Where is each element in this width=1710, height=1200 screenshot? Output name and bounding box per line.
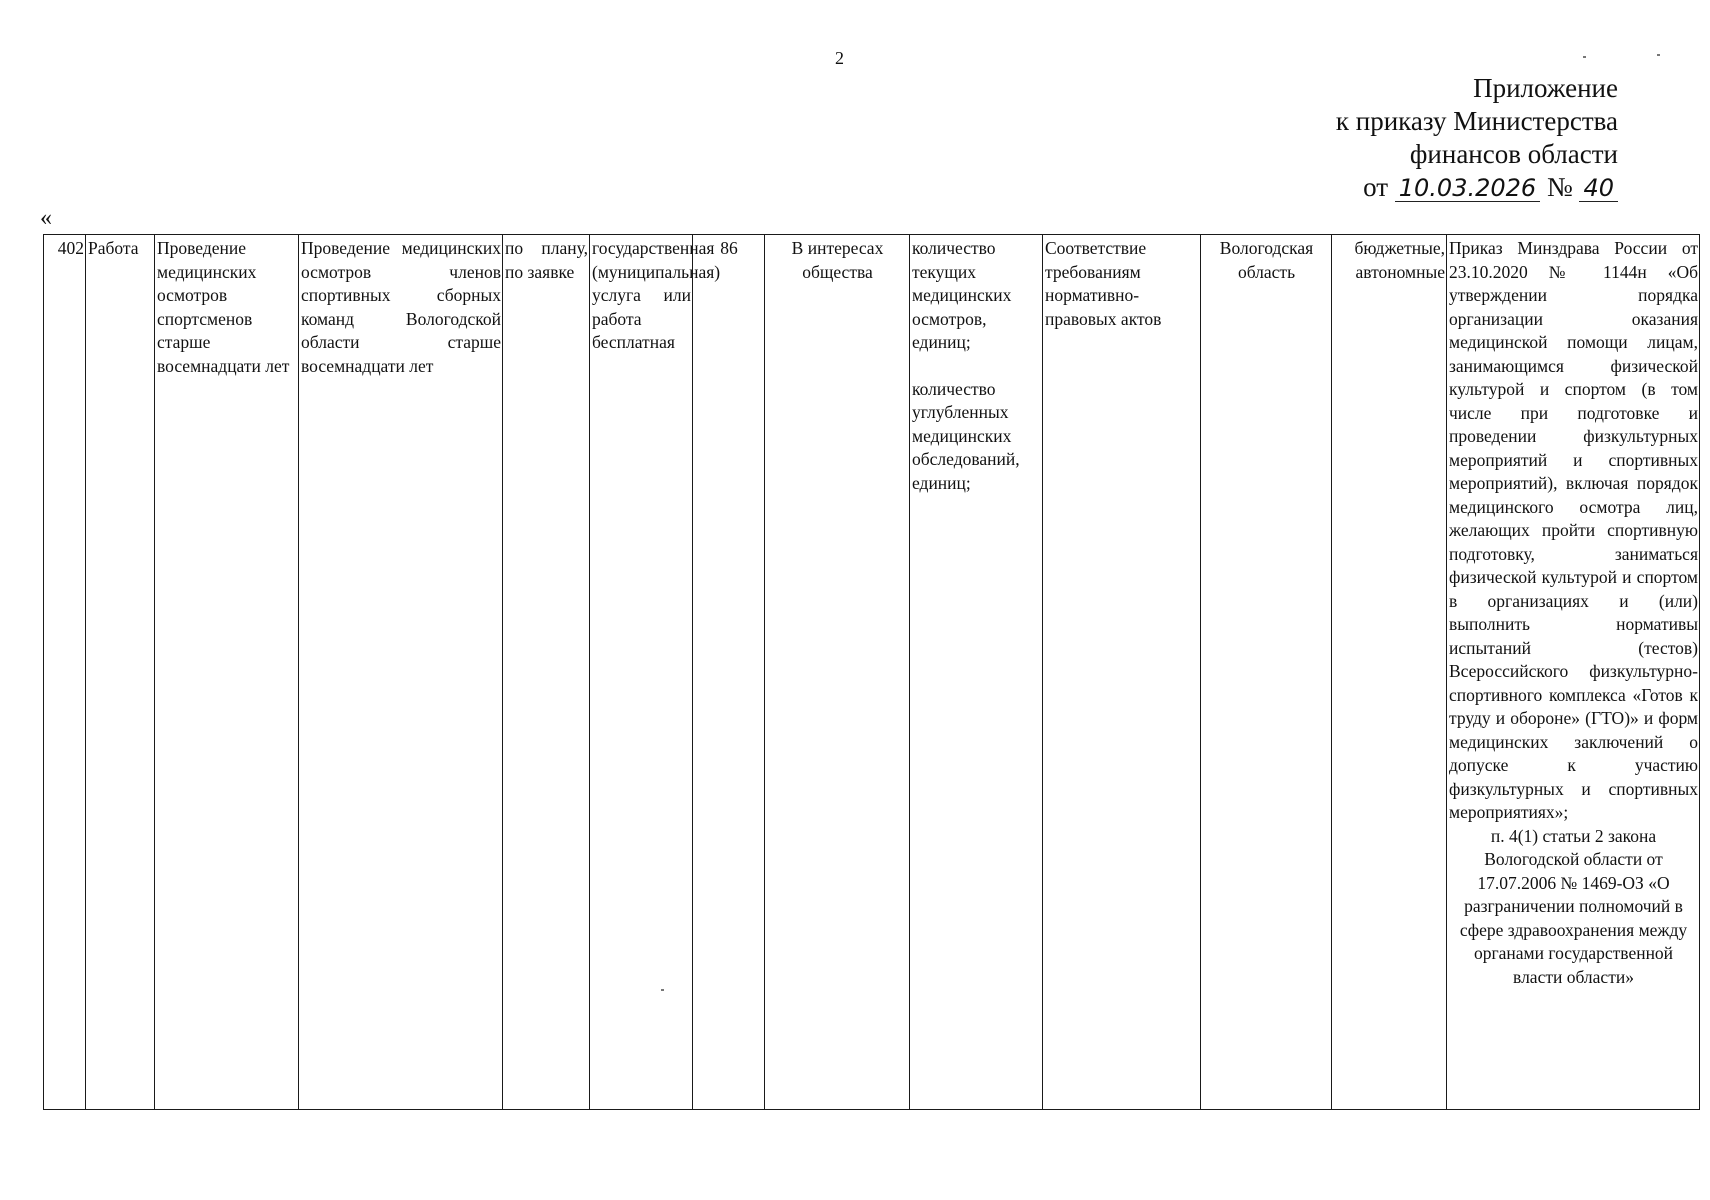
- okved-cell: 86: [693, 235, 765, 1110]
- services-table: [43, 234, 1700, 1110]
- institution-type-cell: бюджетные, автономные: [1332, 235, 1447, 1110]
- table-row: [44, 235, 1700, 1110]
- interest-cell: В интересах общества: [765, 235, 910, 1110]
- indicator-spacer: [912, 355, 1041, 378]
- handwritten-date: 10.03.2026: [1395, 175, 1540, 202]
- legal-act-law: п. 4(1) статьи 2 закона Вологодской области от 17.07.2006 № 1469-ОЗ «О разграничении полномочий в сфере здравоохранения между органами государственной власти области»: [1459, 825, 1688, 987]
- kind-cell: государственная (муниципальная) услуга или работа бесплатная: [590, 235, 693, 1110]
- legal-act-order: Приказ Минздрава России от 23.10.2020 № 1144н «Об утверждении порядка организации оказания медицинской помощи лицам, занимающимся физической культурой и спортом (в том числе при подготовке и проведении физкультурных мероприятий и спортивных мероприятий), включая порядок медицинского осмотра лиц, желающих пройти спортивную подготовку, заниматься физической культурой и спортом в организациях и (или) выполнить нормативы испытаний (тестов) Всероссийского физкультурно-спортивного комплекса «Готов к труду и обороне» (ГТО)» и форм медицинских заключений о допуске к участию физкультурных и спортивных мероприятиях»;: [1449, 238, 1698, 822]
- content-cell: Проведение медицинских осмотров членов спортивных сборных команд Вологодской области старше восемнадцати лет: [299, 235, 503, 1110]
- indicators-cell: [910, 235, 1043, 1110]
- indicator-deep: количество углубленных медицинских обследований, единиц;: [912, 378, 1020, 493]
- row-number-cell: 402: [44, 235, 86, 1110]
- quality-cell: Соответствие требованиям нормативно-правовых актов: [1043, 235, 1201, 1110]
- opening-quote: «: [40, 205, 52, 231]
- number-sign: №: [1546, 172, 1573, 202]
- basis-cell: по плану, по заявке: [503, 235, 590, 1110]
- page-number: 2: [835, 48, 844, 68]
- appendix-date-line: [1336, 171, 1618, 204]
- founder-cell: Вологодская область: [1201, 235, 1332, 1110]
- indicator-current: количество текущих медицинских осмотров, единиц;: [912, 238, 1012, 352]
- name-cell: Проведение медицинских осмотров спортсменов старше восемнадцати лет: [155, 235, 299, 1110]
- appendix-title: Приложение: [1473, 73, 1618, 103]
- legal-acts-cell: [1447, 235, 1700, 1110]
- handwritten-number: 40: [1579, 175, 1618, 202]
- type-cell: Работа: [86, 235, 155, 1110]
- appendix-header: [1336, 72, 1618, 204]
- scan-speck: [661, 989, 664, 991]
- date-prefix: от: [1363, 172, 1389, 202]
- appendix-order-line: к приказу Министерства: [1335, 106, 1618, 136]
- scan-speck: [1657, 54, 1660, 56]
- appendix-ministry-line: финансов области: [1409, 139, 1618, 169]
- scan-speck: [1583, 56, 1586, 58]
